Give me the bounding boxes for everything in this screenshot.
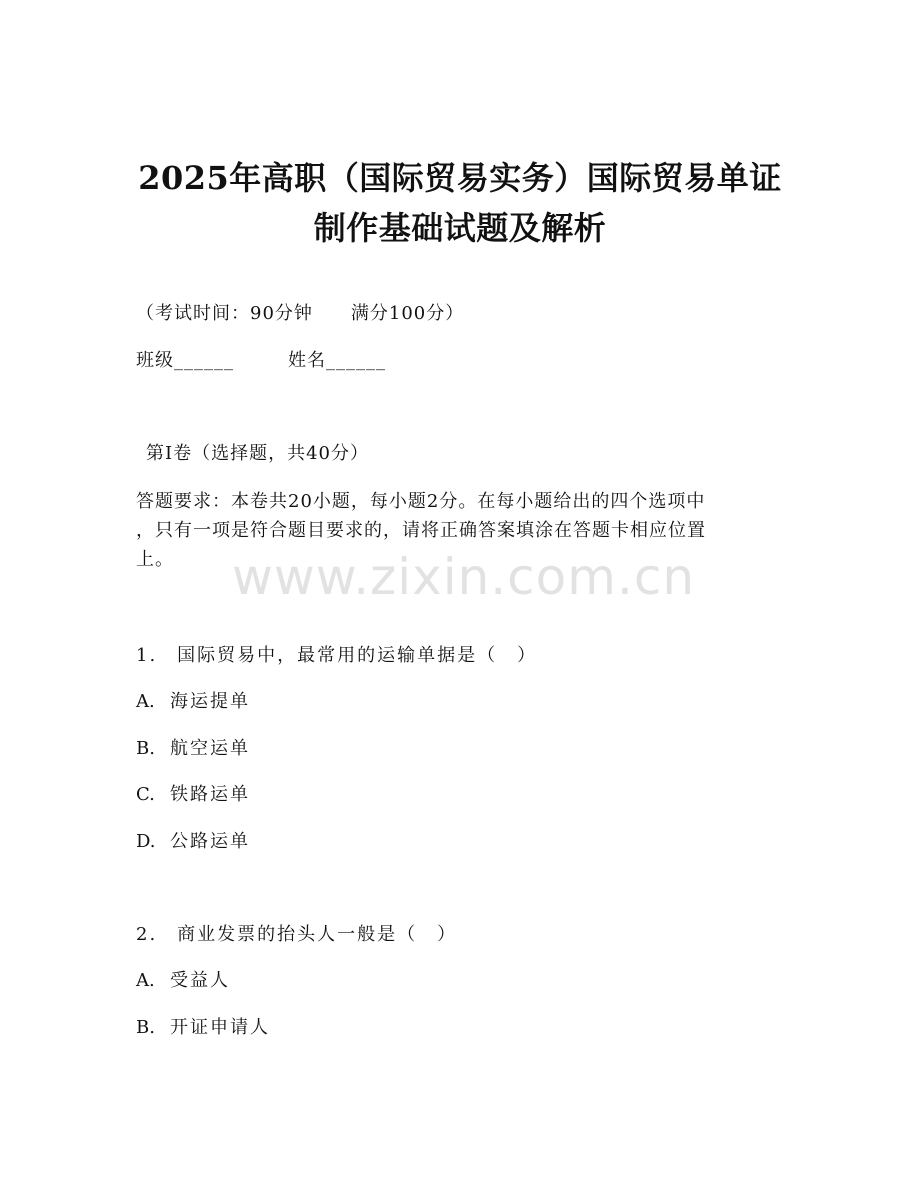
question-1-option-c — [136, 782, 250, 808]
question-2-text: 2. 商业发票的抬头人一般是（ ） — [136, 924, 458, 945]
instructions-line: 答题要求：本卷共20小题，每小题2分。在每小题给出的四个选项中 — [136, 491, 706, 512]
student-info-row — [136, 348, 386, 374]
option-text: 公路运单 — [170, 831, 250, 852]
document-title-line-2: 制作基础试题及解析 — [313, 209, 607, 247]
class-label: 班级______ — [136, 350, 234, 371]
option-text: 铁路运单 — [170, 784, 250, 805]
question-1-option-d — [136, 829, 250, 855]
option-letter: C. — [136, 784, 155, 805]
option-text: 开证申请人 — [170, 1017, 270, 1038]
option-letter: D. — [136, 831, 156, 852]
exam-info: （考试时间：90分钟 满分100分） — [136, 303, 465, 324]
question-1-option-b — [136, 736, 250, 762]
question-1-option-a — [136, 689, 250, 715]
question-2-option-b — [136, 1015, 270, 1041]
instructions-line: 上。 — [136, 549, 174, 570]
watermark: www.zixin.com.cn — [232, 548, 696, 606]
option-letter: B. — [136, 738, 155, 759]
document-title-line-1: 2025年高职（国际贸易实务）国际贸易单证 — [138, 159, 782, 197]
name-label: 姓名______ — [288, 350, 386, 371]
option-text: 航空运单 — [170, 738, 250, 759]
question-2-option-a — [136, 968, 230, 994]
option-text: 受益人 — [170, 970, 230, 991]
question-1-text: 1. 国际贸易中，最常用的运输单据是（ ） — [136, 645, 538, 666]
option-letter: A. — [136, 691, 155, 712]
option-letter: A. — [136, 970, 155, 991]
section-heading: 第I卷（选择题，共40分） — [146, 443, 370, 464]
instructions-line: ，只有一项是符合题目要求的，请将正确答案填涂在答题卡相应位置 — [136, 520, 706, 541]
option-text: 海运提单 — [170, 691, 250, 712]
option-letter: B. — [136, 1017, 155, 1038]
